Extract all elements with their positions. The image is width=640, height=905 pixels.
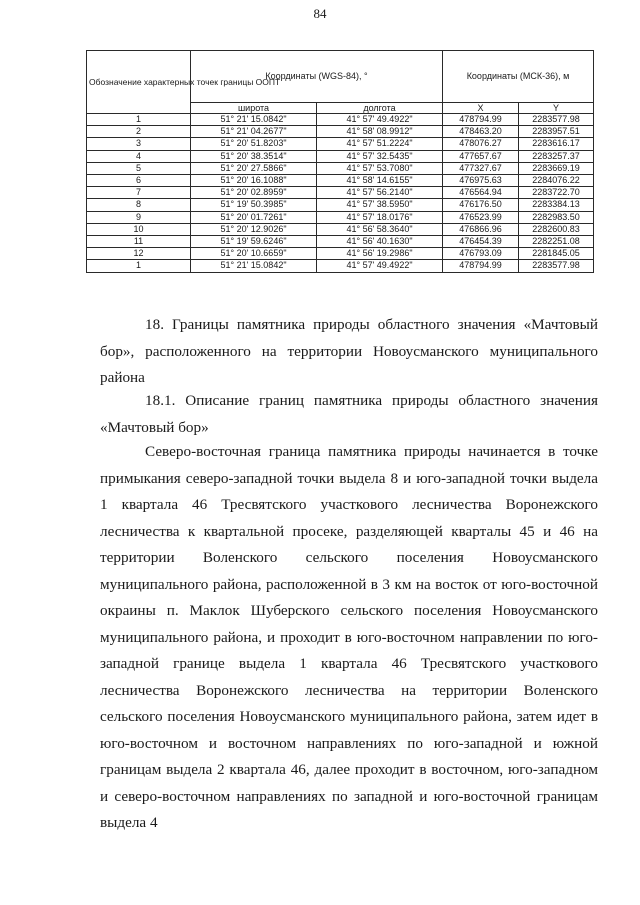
cell-point-id: 1 [87, 260, 191, 272]
cell-x: 478076.27 [443, 138, 519, 150]
cell-x: 476564.94 [443, 187, 519, 199]
cell-x: 476975.63 [443, 175, 519, 187]
cell-longitude: 41° 57' 49.4922" [317, 260, 443, 272]
cell-longitude: 41° 58' 14.6155" [317, 175, 443, 187]
cell-longitude: 41° 57' 53.7080" [317, 162, 443, 174]
cell-point-id: 9 [87, 211, 191, 223]
cell-x: 477327.67 [443, 162, 519, 174]
cell-longitude: 41° 57' 51.2224" [317, 138, 443, 150]
cell-y: 2283384.13 [519, 199, 594, 211]
cell-longitude: 41° 57' 56.2140" [317, 187, 443, 199]
cell-y: 2283957.51 [519, 126, 594, 138]
cell-x: 476866.96 [443, 223, 519, 235]
coordinates-table [86, 50, 594, 273]
table-row [87, 162, 594, 174]
cell-y: 2283722.70 [519, 187, 594, 199]
cell-point-id: 1 [87, 114, 191, 126]
header-wgs84: Координаты (WGS-84), ° [191, 51, 443, 103]
table-row [87, 114, 594, 126]
cell-latitude: 51° 20' 10.6659" [191, 248, 317, 260]
cell-point-id: 12 [87, 248, 191, 260]
cell-point-id: 2 [87, 126, 191, 138]
cell-point-id: 4 [87, 150, 191, 162]
cell-y: 2282600.83 [519, 223, 594, 235]
cell-y: 2283616.17 [519, 138, 594, 150]
cell-latitude: 51° 20' 02.8959" [191, 187, 317, 199]
table-row [87, 211, 594, 223]
cell-y: 2283577.98 [519, 260, 594, 272]
table-row [87, 248, 594, 260]
table-row [87, 187, 594, 199]
cell-point-id: 8 [87, 199, 191, 211]
table-row [87, 260, 594, 272]
cell-y: 2283577.98 [519, 114, 594, 126]
cell-latitude: 51° 19' 59.6246" [191, 236, 317, 248]
page-number: 84 [313, 6, 327, 21]
cell-point-id: 3 [87, 138, 191, 150]
cell-latitude: 51° 20' 27.5866" [191, 162, 317, 174]
table-row [87, 236, 594, 248]
cell-point-id: 5 [87, 162, 191, 174]
cell-longitude: 41° 56' 40.1630" [317, 236, 443, 248]
cell-longitude: 41° 57' 32.5435" [317, 150, 443, 162]
boundary-description-text: Северо-восточная граница памятника природы начинается в точке примыкания северо-западной точки выдела 8 и юго-западной точки выдела 1 квартала 46 Тресвятского участкового лесничества Воронежского лесничества к квартальной просеке, разделяющей кварталы 45 и 46 на территории Воленского сельского поселения Новоусманского муниципального района, расположенной в 3 км на восток от юго-восточной окраины п. Маклок Шуберского сельского поселения Новоусманского муниципального района, и проходит в юго-восточном направлении по юго-западной границе выдела 1 квартала 46 Тресвятского участкового лесничества Воронежского лесничества на территории Воленского сельского поселения Новоусманского муниципального района, затем идет в юго-восточном и восточном направлениях по юго-западной и южной границам выдела 2 квартала 46, далее проходит в восточном, юго-западном и северо-восточном направлениях по западной и юго-восточной границам выдела 4 [100, 443, 598, 831]
subheader-x: X [443, 103, 519, 114]
subheader-longitude: долгота [317, 103, 443, 114]
cell-x: 476176.50 [443, 199, 519, 211]
cell-latitude: 51° 19' 50.3985" [191, 199, 317, 211]
cell-x: 476523.99 [443, 211, 519, 223]
cell-latitude: 51° 21' 15.0842" [191, 260, 317, 272]
cell-point-id: 6 [87, 175, 191, 187]
section-18-text: 18. Границы памятника природы областного значения «Мачтовый бор», расположенного на территории Новоусманского муниципального района [100, 316, 598, 386]
cell-y: 2284076.22 [519, 175, 594, 187]
cell-x: 478463.20 [443, 126, 519, 138]
cell-y: 2281845.05 [519, 248, 594, 260]
cell-latitude: 51° 20' 12.9026" [191, 223, 317, 235]
cell-latitude: 51° 20' 16.1088" [191, 175, 317, 187]
cell-longitude: 41° 56' 19.2986" [317, 248, 443, 260]
table-row [87, 150, 594, 162]
table-row [87, 126, 594, 138]
cell-x: 478794.99 [443, 260, 519, 272]
cell-longitude: 41° 57' 38.5950" [317, 199, 443, 211]
table-row [87, 138, 594, 150]
cell-latitude: 51° 20' 38.3514" [191, 150, 317, 162]
subheader-latitude: широта [191, 103, 317, 114]
cell-longitude: 41° 56' 58.3640" [317, 223, 443, 235]
header-msk36: Координаты (МСК-36), м [443, 51, 594, 103]
header-point-designation: Обозначение характерных точек границы ООПТ [87, 51, 191, 114]
section-18-1-text: 18.1. Описание границ памятника природы областного значения «Мачтовый бор» [100, 392, 598, 436]
cell-point-id: 10 [87, 223, 191, 235]
section-18-heading [100, 312, 598, 392]
boundary-description [100, 439, 598, 837]
cell-longitude: 41° 57' 18.0176" [317, 211, 443, 223]
cell-longitude: 41° 58' 08.9912" [317, 126, 443, 138]
cell-x: 476454.39 [443, 236, 519, 248]
cell-y: 2283257.37 [519, 150, 594, 162]
cell-x: 476793.09 [443, 248, 519, 260]
cell-y: 2283669.19 [519, 162, 594, 174]
cell-x: 478794.99 [443, 114, 519, 126]
cell-y: 2282251.08 [519, 236, 594, 248]
cell-latitude: 51° 20' 51.8203" [191, 138, 317, 150]
cell-latitude: 51° 21' 04.2677" [191, 126, 317, 138]
cell-point-id: 11 [87, 236, 191, 248]
cell-x: 477657.67 [443, 150, 519, 162]
cell-latitude: 51° 20' 01.7261" [191, 211, 317, 223]
table-row [87, 175, 594, 187]
cell-longitude: 41° 57' 49.4922" [317, 114, 443, 126]
cell-y: 2282983.50 [519, 211, 594, 223]
cell-point-id: 7 [87, 187, 191, 199]
table-row [87, 223, 594, 235]
coordinates-table-body [87, 114, 594, 273]
subheader-y: Y [519, 103, 594, 114]
cell-latitude: 51° 21' 15.0842" [191, 114, 317, 126]
section-18-1-heading [100, 388, 598, 441]
table-row [87, 199, 594, 211]
